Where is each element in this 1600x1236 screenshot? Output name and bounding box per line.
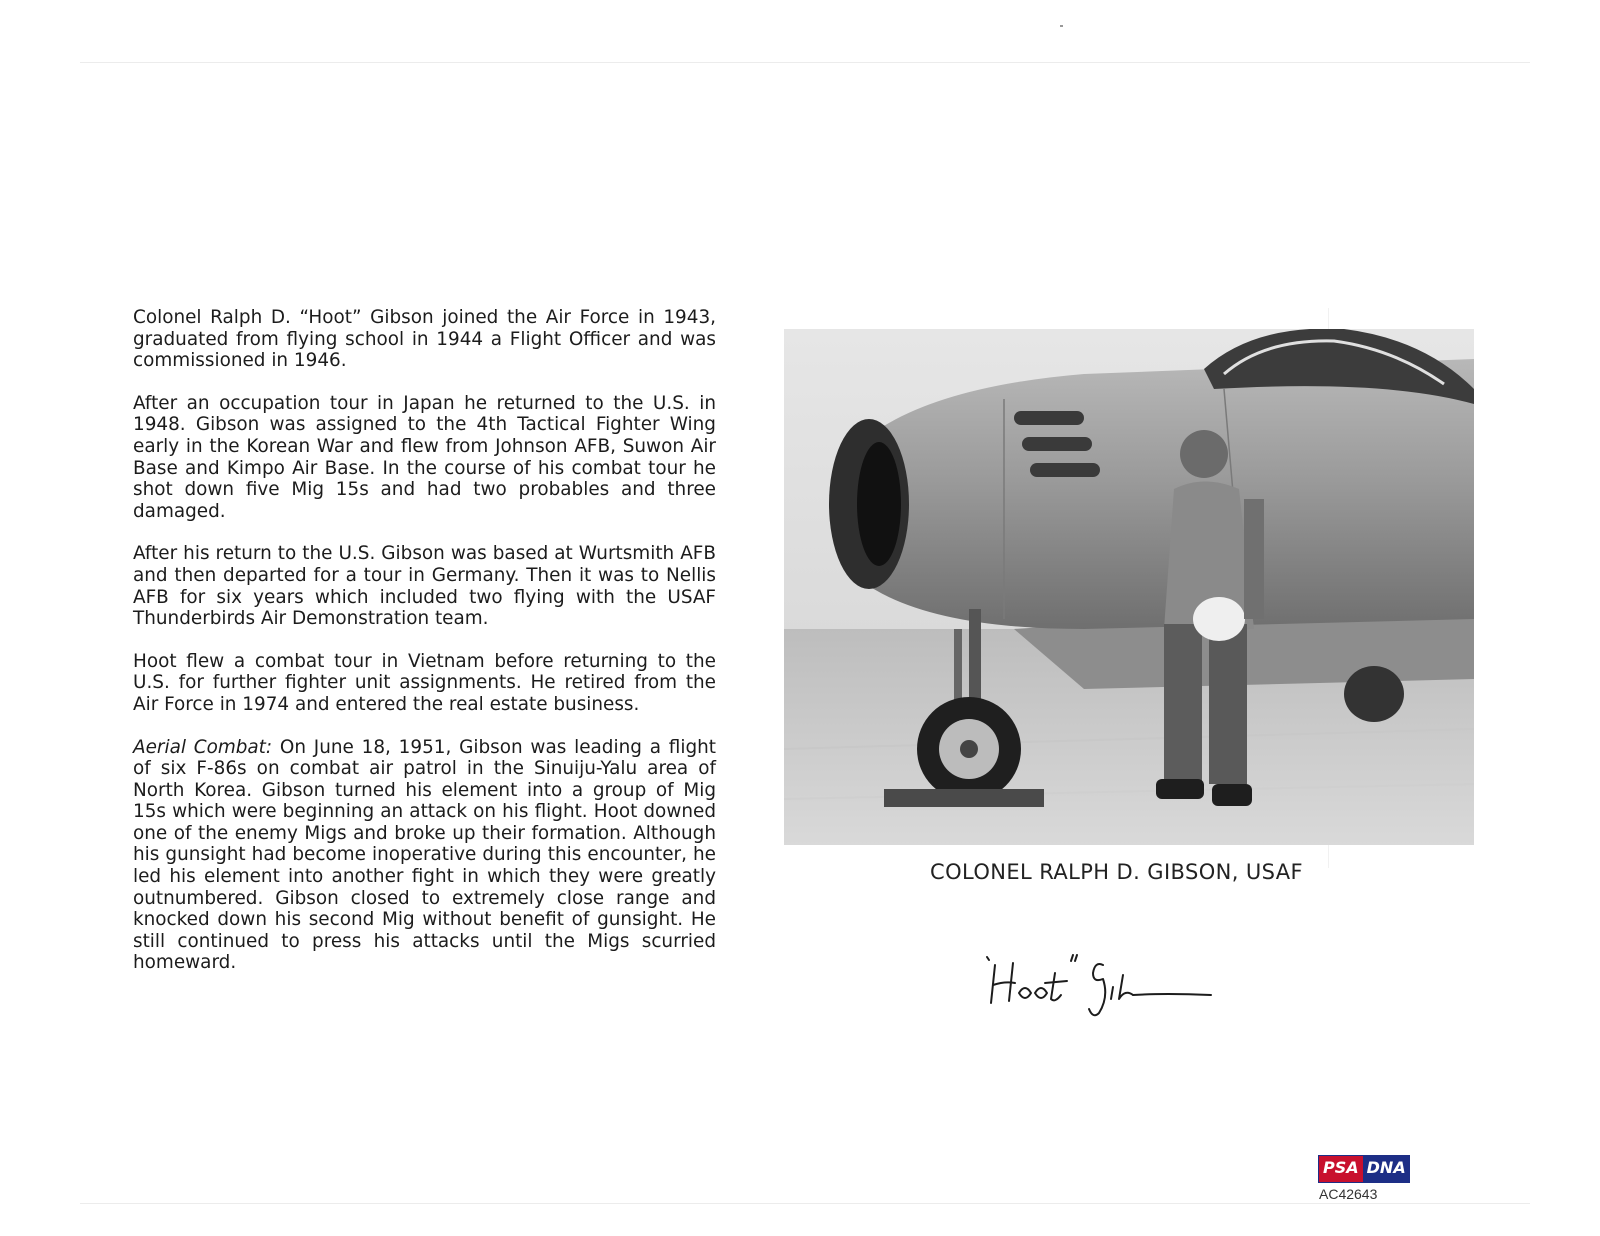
aerial-combat-label: Aerial Combat: [133,736,273,758]
f86-jet-illustration [784,329,1474,845]
biography-text [133,307,716,974]
bio-paragraph-1: Colonel Ralph D. “Hoot” Gibson joined the Air Force in 1943, graduated from flying school in 1944 a Flight Officer and was commissioned in 1946. [133,307,716,372]
bio-paragraph-4: Hoot flew a combat tour in Vietnam before returning to the U.S. for further fighter unit assignments. He retired from the Air Force in 1974 and entered the real estate business. [133,650,716,715]
pilot-with-jet-photo [784,329,1474,845]
aerial-combat-text: On June 18, 1951, Gibson was leading a flight of six F-86s on combat air patrol in the Sinuiju-Yalu area of North Korea. Gibson turned his element into a group of Mig 15s which were beginning an attack on his flight. Hoot downed one of the enemy Migs and broke up their formation. Although his gunsight had become inoperative during this encounter, he led his element into another fight in which they were greatly outnumbered. Gibson closed to extremely close range and knocked down his second Mig without benefit of gunsight. He still continued to press his attacks until the Migs scurried homeward. [133,736,716,974]
certificate-number: AC42643 [1319,1186,1378,1202]
photo-caption: COLONEL RALPH D. GIBSON, USAF [930,860,1304,884]
psa-logo-part: PSA [1319,1156,1363,1182]
bio-paragraph-2: After an occupation tour in Japan he returned to the U.S. in 1948. Gibson was assigned to the 4th Tactical Fighter Wing early in the Korean War and flew from Johnson AFB, Suwon Air Base and Kimpo Air Base. In the course of his combat tour he shot down five Mig 15s and had two probables and three damaged. [133,392,716,522]
scan-speck [1060,25,1063,27]
psa-dna-logo [1318,1155,1410,1183]
dna-logo-part: DNA [1363,1156,1410,1182]
bio-paragraph-5 [133,737,716,975]
bio-paragraph-3: After his return to the U.S. Gibson was based at Wurtsmith AFB and then departed for a tour in Germany. Then it was to Nellis AFB for six years which included two flying with the USAF Thunderbirds Air Demonstration team. [133,543,716,630]
page-edge-top [80,62,1530,63]
page-edge-bottom [80,1203,1530,1204]
